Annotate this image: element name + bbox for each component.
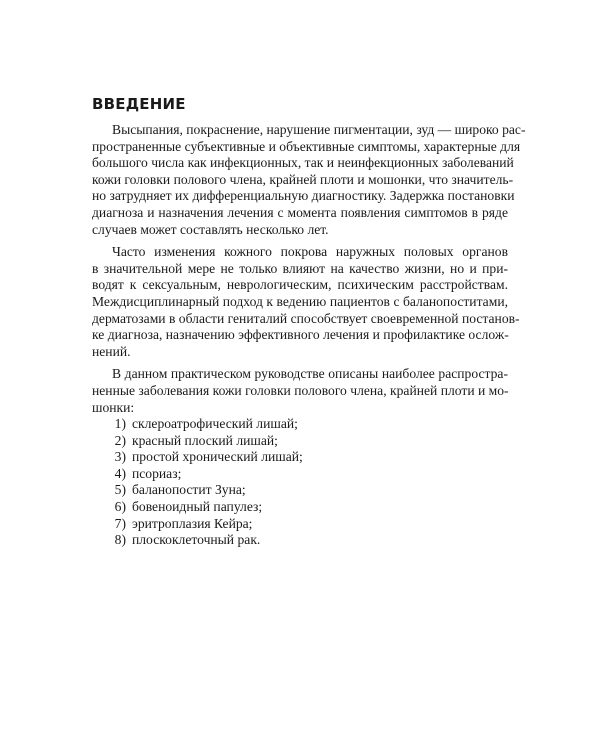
list-number: 5) xyxy=(114,482,126,498)
list-text: простой хронический лишай; xyxy=(132,449,303,465)
disease-list xyxy=(92,416,508,549)
list-text: бовеноидный папулез; xyxy=(132,499,263,515)
list-item xyxy=(92,482,508,499)
list-number: 7) xyxy=(114,515,126,531)
list-item xyxy=(92,449,508,466)
list-text: склероатрофический лишай; xyxy=(132,416,298,432)
list-item xyxy=(92,499,508,516)
text-line: шонки: xyxy=(92,399,135,415)
list-item xyxy=(92,516,508,533)
list-item xyxy=(92,466,508,483)
text-line: кожи головки полового члена, крайней плоти и мошонки, что значитель- xyxy=(92,171,514,187)
text-line: Часто изменения кожного покрова наружных половых органов xyxy=(112,244,508,260)
text-line: пространенные субъективные и объективные симптомы, характерные для xyxy=(92,138,521,154)
text-line: дерматозами в области гениталий способствует своевременной постанов- xyxy=(92,310,520,326)
paragraph-1 xyxy=(92,122,526,238)
text-line: в значительной мере не только влияют на качество жизни, но и при- xyxy=(92,260,508,276)
paragraph-3 xyxy=(92,366,508,416)
list-item xyxy=(92,433,508,450)
text-line: диагноза и назначения лечения с момента появления симптомов в ряде xyxy=(92,204,508,220)
text-line: Междисциплинарный подход к ведению пациентов с баланопоститами, xyxy=(92,293,508,309)
list-number: 2) xyxy=(114,432,126,448)
list-item xyxy=(92,416,508,433)
text-line: большого числа как инфекционных, так и неинфекционных заболеваний xyxy=(92,155,514,171)
list-number: 3) xyxy=(114,449,126,465)
list-number: 1) xyxy=(114,416,126,432)
list-number: 8) xyxy=(114,532,126,548)
list-text: баланопостит Зуна; xyxy=(132,482,246,498)
text-line: но затрудняет их дифференциальную диагностику. Задержка постановки xyxy=(92,188,515,204)
paragraph-2 xyxy=(92,244,520,360)
list-number: 6) xyxy=(114,499,126,515)
list-text: плоскоклеточный рак. xyxy=(132,532,261,548)
text-line: случаев может составлять несколько лет. xyxy=(92,221,329,237)
list-text: эритроплазия Кейра; xyxy=(132,515,253,531)
list-text: псориаз; xyxy=(132,465,182,481)
list-number: 4) xyxy=(114,465,126,481)
text-line: ке диагноза, назначению эффективного лечения и профилактике ослож- xyxy=(92,327,509,343)
list-item xyxy=(92,532,508,549)
text-line: В данном практическом руководстве описаны наиболее распростра- xyxy=(112,366,508,382)
text-line: Высыпания, покраснение, нарушение пигментации, зуд — широко рас- xyxy=(112,122,526,137)
text-line: ненные заболевания кожи головки полового члена, крайней плоти и мо- xyxy=(92,382,509,398)
body-text xyxy=(92,122,526,549)
text-line: нений. xyxy=(92,343,131,359)
text-line: водят к сексуальным, неврологическим, психическим расстройствам. xyxy=(92,277,508,293)
list-text: красный плоский лишай; xyxy=(132,432,278,448)
section-heading: ВВЕДЕНИЕ xyxy=(92,95,186,113)
